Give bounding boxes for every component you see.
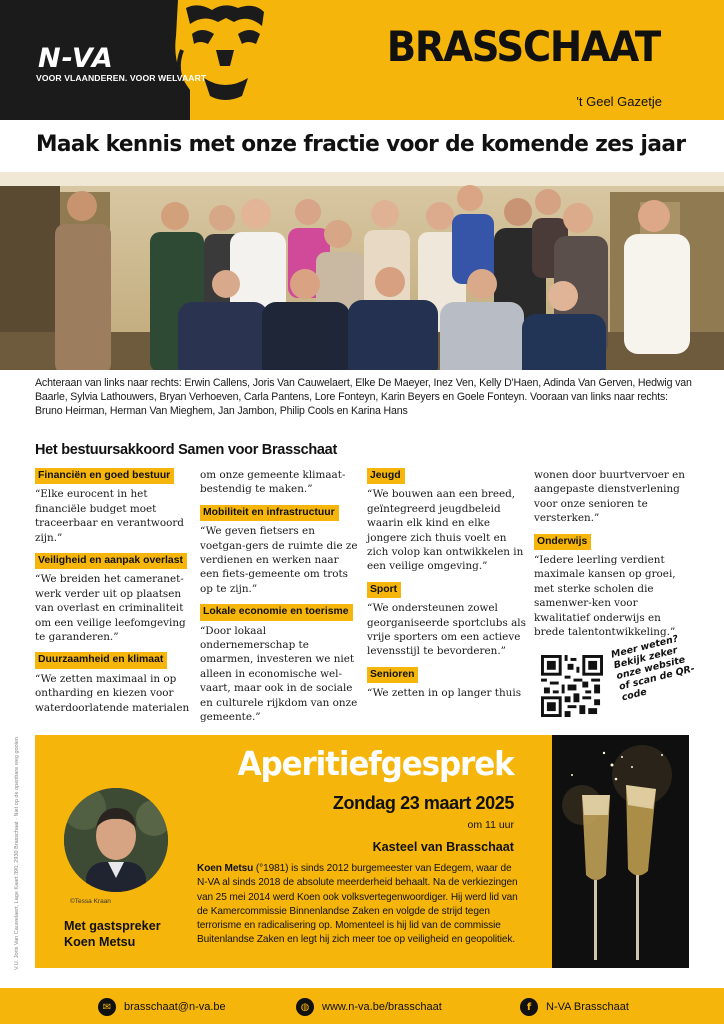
policy-quote: “We bouwen aan een breed, geïntegreerd jeugdbeleid waarin elk kind en elke jongere zich thuis voelt en zich volop kan ontwikkelen in een veilige omgeving.” [367,488,524,573]
group-photo-illustration [0,172,724,370]
qr-code-icon[interactable] [541,655,603,717]
email-icon: ✉ [98,998,116,1016]
text-column-2 [200,468,360,733]
policy-quote: “We geven fietsers en voetgan-gers de ruimte die ze verdienen en werken naar een fiets-gemeente om trots op te zijn.” [200,525,358,595]
section-title: Het bestuursakkoord Samen voor Brasschaat [35,442,337,458]
text-column-4 [534,468,694,647]
speaker-bio-text: (°1981) is sinds 2012 burgemeester van Edegem, waar de N-VA al sinds 2018 de absolute meerderheid behaalt. Na de verkiezingen van 25 mei 2014 werd Koen ook volksvertegenwoordiger. Hij werd lid van de Kamercommissie Binnenlandse Zaken en volgde de strijd tegen terrorisme en radicalisering op. Momenteel is hij lid van de commissie Buitenlandse Zaken en legt hij zich meer toe op veiligheid en geopolitiek. [197,863,518,946]
policy-quote: “We ondersteunen zowel georganiseerde sportclubs als vrije sporters om een actieve levensstijl te bevorderen.” [367,602,526,658]
footer-email[interactable] [98,998,226,1016]
speaker-bio-name: Koen Metsu [197,863,254,874]
policy-block [200,468,360,497]
policy-quote: “We zetten maximaal in op ontharding en kiezen voor waterdoorlatende materialen [35,672,190,714]
town-title: BRASSCHAAT [386,22,660,71]
event-time: om 11 uur [467,819,514,831]
globe-icon: ◍ [296,998,314,1016]
policy-quote: “We breiden het cameranet-werk verder uit op plaatsen van overlast en criminaliteit om een veilige leefomgeving te garanderen.” [35,573,186,644]
publication-name: 't Geel Gazetje [576,94,662,109]
policy-quote: wonen door buurtvervoer en aangepaste dienstverlening voor onze senioren te versterken.” [534,469,685,525]
policy-tag: Sport [367,582,401,598]
champagne-glasses-icon [552,735,689,968]
policy-block [35,652,195,715]
policy-tag: Onderwijs [534,534,591,550]
policy-tag: Lokale economie en toerisme [200,604,353,620]
logo-tagline: VOOR VLAANDEREN. VOOR WELVAART [36,73,207,83]
policy-block [367,667,527,701]
event-location: Kasteel van Brasschaat [372,840,514,854]
event-title: Aperitiefgesprek [237,744,514,783]
policy-quote: “Iedere leerling verdient maximale kansen op groei, met sterke scholen die samenwer-ken voor kwalitatief onderwijs en brede talentontwikkeling.” [534,554,676,639]
policy-block [367,468,527,574]
policy-quote: “Door lokaal ondernemerschap te omarmen, investeren we niet alleen in economische wel-vaart, maar ook in de sociale en culturele rijkdom van onze gemeente.” [200,624,358,724]
policy-block [35,553,195,644]
speaker-bio [197,862,519,948]
speaker-avatar [64,788,168,892]
footer-facebook[interactable] [520,998,629,1016]
masthead [0,0,724,120]
policy-tag: Financiën en goed bestuur [35,468,174,484]
footer-website-text[interactable]: www.n-va.be/brasschaat [322,1001,442,1013]
publisher-credit: V.U. Joris Van Cauwelaert, Lage Kaart 390, 2930 Brasschaat · Niet op de openbare weg gooien [14,737,20,970]
policy-quote: om onze gemeente klimaat-bestendig te maken.” [200,469,346,496]
guest-speaker-name: Koen Metsu [64,935,136,949]
policy-tag: Senioren [367,667,418,683]
policy-quote: “Elke eurocent in het financiële budget moet traceerbaar en verantwoord zijn.” [35,488,184,544]
policy-tag: Jeugd [367,468,405,484]
guest-speaker-label: Met gastspreker [64,919,161,933]
photo-credit: ©Tessa Kraan [70,898,111,905]
policy-block [35,468,195,545]
event-date: Zondag 23 maart 2025 [332,793,514,813]
footer-website[interactable] [296,998,442,1016]
champagne-photo [552,735,689,968]
text-column-1 [35,468,195,723]
footer-email-text[interactable]: brasschaat@n-va.be [124,1001,226,1013]
facebook-icon: f [520,998,538,1016]
policy-block [200,505,360,596]
text-column-3 [367,468,527,709]
policy-quote: “We zetten in op langer thuis [367,687,522,700]
speaker-portrait [64,788,168,892]
nva-logo: N-VA [38,43,114,74]
photo-caption: Achteraan van links naar rechts: Erwin Callens, Joris Van Cauwelaert, Elke De Maeyer, Inez Ven, Kelly D'Haen, Adinda Van Gerven, Hedwig van Baarle, Sylvia Lathouwers, Bryan Verhoeven, Carla Pantens, Lore Fonteyn, Karin Beyers en Goele Fonteyn. Vooraan van links naar rechts: Bruno Heirman, Herman Van Mieghem, Jan Jambon, Philip Cools en Karina Hans [35,377,692,417]
policy-block [200,604,360,724]
guest-speaker [64,918,161,950]
page-headline: Maak kennis met onze fractie voor de komende zes jaar [36,131,686,157]
policy-block [534,534,694,640]
policy-block [534,468,694,526]
policy-tag: Veiligheid en aanpak overlast [35,553,187,569]
footer-facebook-text[interactable]: N-VA Brasschaat [546,1001,629,1013]
policy-tag: Duurzaamheid en klimaat [35,652,167,668]
qr-handwritten-note: Meer weten? Bekijk zeker onze website of scan de QR-code [610,633,696,704]
policy-tag: Mobiliteit en infrastructuur [200,505,339,521]
lion-head-icon [168,0,280,120]
group-photo [0,172,724,370]
policy-block [367,582,527,659]
